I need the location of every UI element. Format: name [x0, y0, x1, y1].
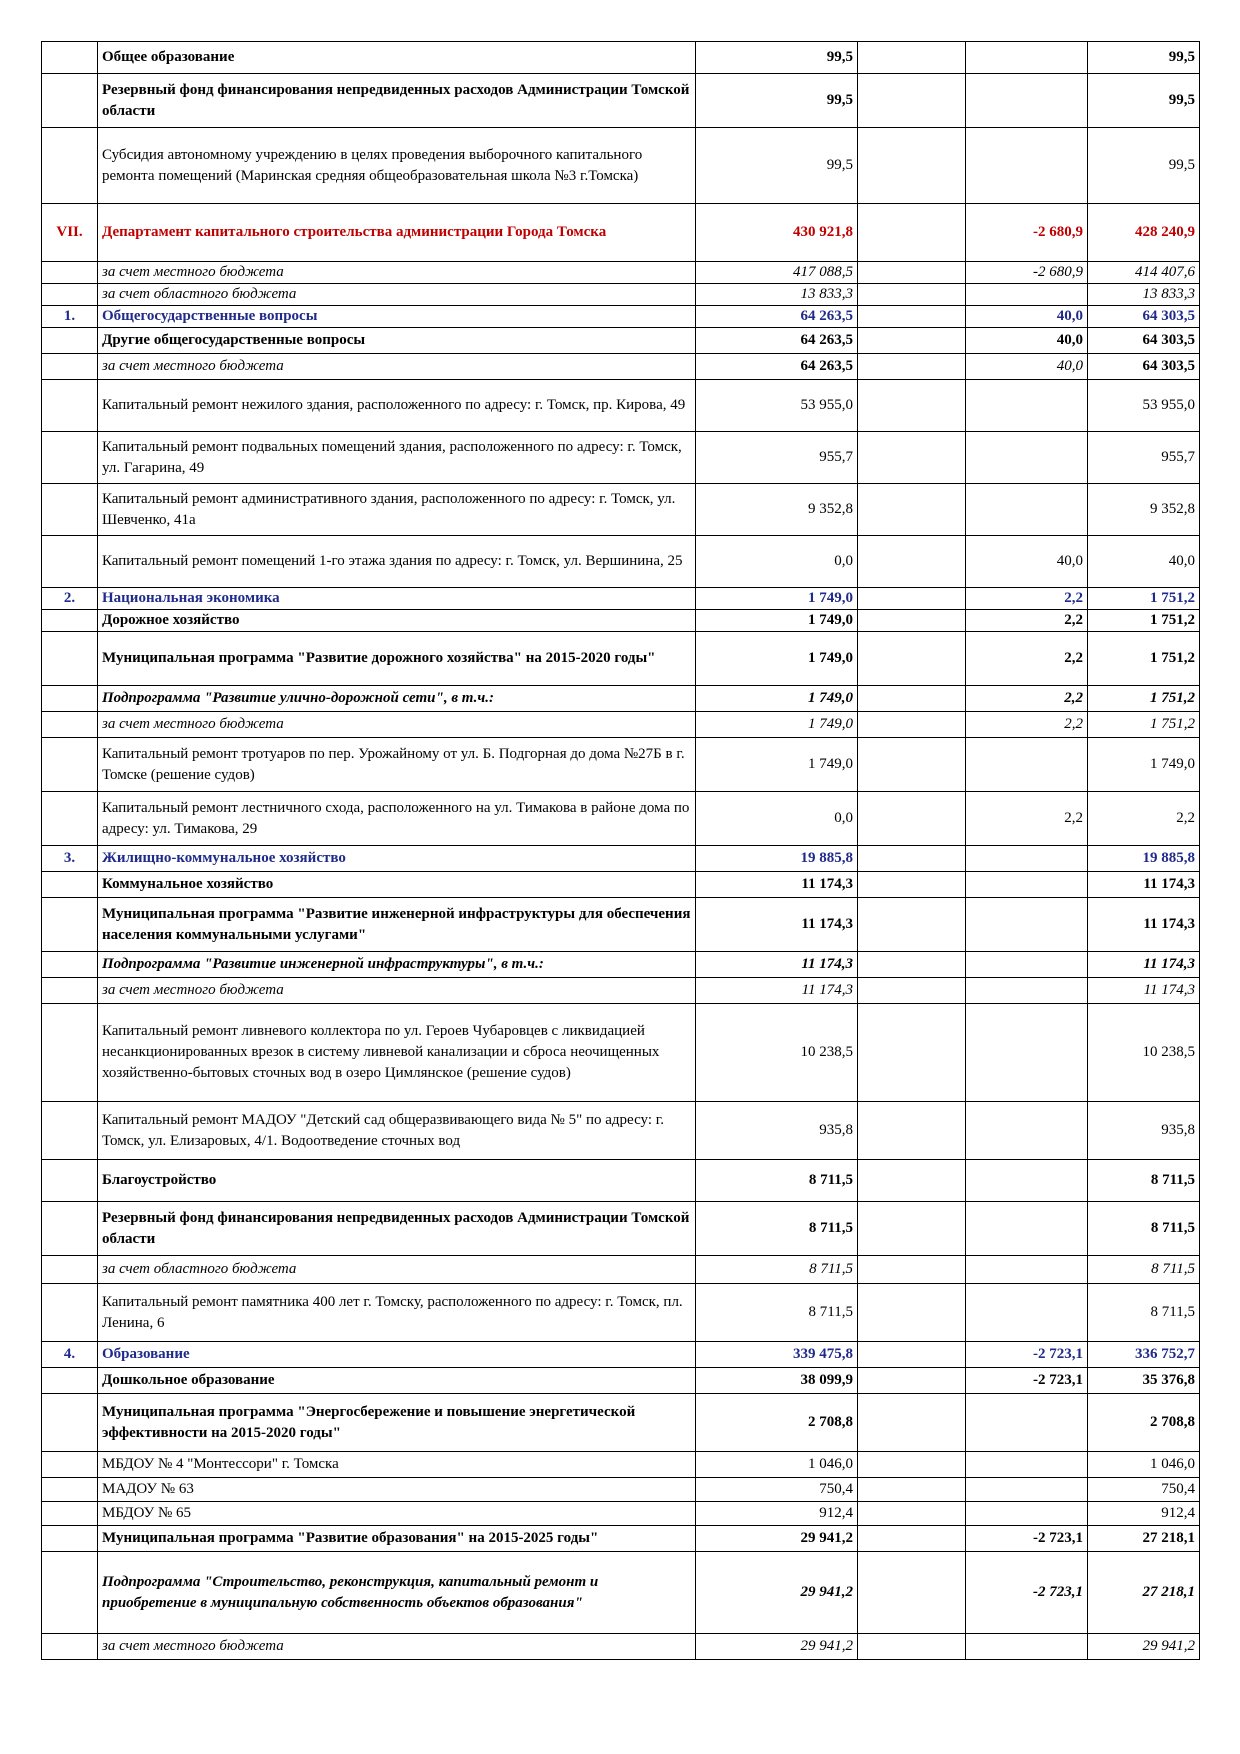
amount-cell-empty: [858, 1256, 966, 1284]
amount-cell-empty: [858, 204, 966, 262]
row-name-cell: Подпрограмма "Строительство, реконструкция, капитальный ремонт и приобретение в муниципальную собственность объектов образования": [98, 1552, 696, 1634]
amount-cell-empty: [858, 306, 966, 328]
total-cell: 8 711,5: [1088, 1284, 1200, 1342]
row-name-cell: Другие общегосударственные вопросы: [98, 328, 696, 354]
amount-cell: 1 749,0: [696, 686, 858, 712]
total-cell: 935,8: [1088, 1102, 1200, 1160]
amount-cell-empty: [858, 1452, 966, 1478]
amount-cell: 8 711,5: [696, 1284, 858, 1342]
row-number-cell: [42, 1102, 98, 1160]
amount-cell-empty: [858, 1552, 966, 1634]
amount-cell: 10 238,5: [696, 1004, 858, 1102]
amount-cell-empty: [858, 792, 966, 846]
total-cell: 27 218,1: [1088, 1526, 1200, 1552]
row-number-cell: [42, 792, 98, 846]
table-row: [42, 632, 1200, 686]
amount-cell-empty: [858, 1342, 966, 1368]
total-cell: 40,0: [1088, 536, 1200, 588]
row-number-cell: [42, 380, 98, 432]
row-name-cell: Резервный фонд финансирования непредвиденных расходов Администрации Томской области: [98, 74, 696, 128]
row-number-cell: [42, 536, 98, 588]
total-cell: 27 218,1: [1088, 1552, 1200, 1634]
table-row: [42, 1102, 1200, 1160]
row-name-cell: Капитальный ремонт памятника 400 лет г. Томску, расположенного по адресу: г. Томск, пл. Ленина, 6: [98, 1284, 696, 1342]
row-number-cell: 1.: [42, 306, 98, 328]
change-cell: 40,0: [966, 536, 1088, 588]
row-name-cell: Муниципальная программа "Энергосбережение и повышение энергетической эффективности на 2015-2020 годы": [98, 1394, 696, 1452]
amount-cell: 29 941,2: [696, 1526, 858, 1552]
change-cell: [966, 1284, 1088, 1342]
amount-cell-empty: [858, 432, 966, 484]
table-row: [42, 952, 1200, 978]
row-number-cell: [42, 1256, 98, 1284]
change-cell: [966, 952, 1088, 978]
total-cell: 10 238,5: [1088, 1004, 1200, 1102]
amount-cell-empty: [858, 1478, 966, 1502]
row-number-cell: [42, 1552, 98, 1634]
row-name-cell: Образование: [98, 1342, 696, 1368]
total-cell: 11 174,3: [1088, 898, 1200, 952]
change-cell: [966, 42, 1088, 74]
row-number-cell: 3.: [42, 846, 98, 872]
budget-table: [41, 41, 1200, 1660]
total-cell: 336 752,7: [1088, 1342, 1200, 1368]
total-cell: 99,5: [1088, 128, 1200, 204]
change-cell: [966, 846, 1088, 872]
row-number-cell: [42, 978, 98, 1004]
row-name-cell: Общее образование: [98, 42, 696, 74]
row-number-cell: [42, 952, 98, 978]
row-number-cell: [42, 632, 98, 686]
amount-cell: 417 088,5: [696, 262, 858, 284]
change-cell: 2,2: [966, 792, 1088, 846]
table-row: [42, 1552, 1200, 1634]
change-cell: [966, 1452, 1088, 1478]
row-name-cell: за счет областного бюджета: [98, 1256, 696, 1284]
change-cell: [966, 1202, 1088, 1256]
amount-cell: 1 749,0: [696, 588, 858, 610]
change-cell: -2 680,9: [966, 204, 1088, 262]
total-cell: 8 711,5: [1088, 1256, 1200, 1284]
change-cell: [966, 74, 1088, 128]
amount-cell-empty: [858, 1202, 966, 1256]
table-row: [42, 846, 1200, 872]
change-cell: 2,2: [966, 632, 1088, 686]
total-cell: 750,4: [1088, 1478, 1200, 1502]
amount-cell: 64 263,5: [696, 306, 858, 328]
table-row: [42, 1526, 1200, 1552]
row-name-cell: Капитальный ремонт лестничного схода, расположенного на ул. Тимакова в районе дома по адресу: ул. Тимакова, 29: [98, 792, 696, 846]
total-cell: 8 711,5: [1088, 1202, 1200, 1256]
table-row: [42, 262, 1200, 284]
table-row: [42, 872, 1200, 898]
amount-cell-empty: [858, 1368, 966, 1394]
table-row: [42, 328, 1200, 354]
amount-cell: 339 475,8: [696, 1342, 858, 1368]
amount-cell-empty: [858, 536, 966, 588]
row-number-cell: [42, 1004, 98, 1102]
amount-cell-empty: [858, 1394, 966, 1452]
row-name-cell: Дорожное хозяйство: [98, 610, 696, 632]
amount-cell: 99,5: [696, 128, 858, 204]
change-cell: [966, 432, 1088, 484]
change-cell: 2,2: [966, 712, 1088, 738]
amount-cell-empty: [858, 1502, 966, 1526]
change-cell: [966, 898, 1088, 952]
table-row: [42, 536, 1200, 588]
amount-cell-empty: [858, 484, 966, 536]
change-cell: [966, 1478, 1088, 1502]
change-cell: -2 680,9: [966, 262, 1088, 284]
table-row: [42, 306, 1200, 328]
table-row: [42, 978, 1200, 1004]
change-cell: [966, 978, 1088, 1004]
amount-cell: 1 749,0: [696, 712, 858, 738]
amount-cell: 64 263,5: [696, 328, 858, 354]
amount-cell: 8 711,5: [696, 1256, 858, 1284]
amount-cell-empty: [858, 1526, 966, 1552]
row-name-cell: Общегосударственные вопросы: [98, 306, 696, 328]
table-row: [42, 1502, 1200, 1526]
row-number-cell: [42, 610, 98, 632]
row-name-cell: Департамент капитального строительства администрации Города Томска: [98, 204, 696, 262]
row-name-cell: Субсидия автономному учреждению в целях проведения выборочного капитального ремонта помещений (Маринская средняя общеобразовательная школа №3 г.Томска): [98, 128, 696, 204]
total-cell: 64 303,5: [1088, 354, 1200, 380]
row-number-cell: [42, 712, 98, 738]
row-name-cell: за счет местного бюджета: [98, 262, 696, 284]
amount-cell-empty: [858, 380, 966, 432]
amount-cell: 430 921,8: [696, 204, 858, 262]
row-number-cell: 2.: [42, 588, 98, 610]
amount-cell-empty: [858, 686, 966, 712]
row-name-cell: Капитальный ремонт ливневого коллектора по ул. Героев Чубаровцев с ликвидацией несанкционированных врезок в систему ливневой канализации и сброса неочищенных хозяйственно-бытовых сточных вод в озеро Цимлянское (решение судов): [98, 1004, 696, 1102]
row-number-cell: [42, 1452, 98, 1478]
amount-cell: 1 749,0: [696, 738, 858, 792]
amount-cell: 1 749,0: [696, 632, 858, 686]
change-cell: [966, 1102, 1088, 1160]
table-row: [42, 1160, 1200, 1202]
total-cell: 1 751,2: [1088, 632, 1200, 686]
row-number-cell: 4.: [42, 1342, 98, 1368]
total-cell: 1 751,2: [1088, 712, 1200, 738]
row-name-cell: Капитальный ремонт помещений 1-го этажа здания по адресу: г. Томск, ул. Вершинина, 25: [98, 536, 696, 588]
row-number-cell: [42, 262, 98, 284]
table-row: [42, 1478, 1200, 1502]
total-cell: 19 885,8: [1088, 846, 1200, 872]
row-number-cell: [42, 284, 98, 306]
table-row: [42, 74, 1200, 128]
change-cell: [966, 284, 1088, 306]
change-cell: [966, 738, 1088, 792]
change-cell: 40,0: [966, 328, 1088, 354]
amount-cell-empty: [858, 632, 966, 686]
row-name-cell: Подпрограмма "Развитие улично-дорожной сети", в т.ч.:: [98, 686, 696, 712]
change-cell: -2 723,1: [966, 1526, 1088, 1552]
table-row: [42, 686, 1200, 712]
amount-cell-empty: [858, 872, 966, 898]
change-cell: -2 723,1: [966, 1552, 1088, 1634]
table-row: [42, 128, 1200, 204]
table-row: [42, 1256, 1200, 1284]
amount-cell-empty: [858, 1284, 966, 1342]
total-cell: 64 303,5: [1088, 328, 1200, 354]
row-name-cell: Благоустройство: [98, 1160, 696, 1202]
row-name-cell: Муниципальная программа "Развитие инженерной инфраструктуры для обеспечения населения коммунальными услугами": [98, 898, 696, 952]
total-cell: 2 708,8: [1088, 1394, 1200, 1452]
row-name-cell: Коммунальное хозяйство: [98, 872, 696, 898]
total-cell: 955,7: [1088, 432, 1200, 484]
total-cell: 1 749,0: [1088, 738, 1200, 792]
amount-cell: 8 711,5: [696, 1160, 858, 1202]
change-cell: 40,0: [966, 306, 1088, 328]
table-row: [42, 380, 1200, 432]
row-number-cell: [42, 1368, 98, 1394]
amount-cell: 0,0: [696, 536, 858, 588]
row-name-cell: Резервный фонд финансирования непредвиденных расходов Администрации Томской области: [98, 1202, 696, 1256]
row-number-cell: [42, 686, 98, 712]
row-number-cell: [42, 898, 98, 952]
total-cell: 13 833,3: [1088, 284, 1200, 306]
amount-cell-empty: [858, 284, 966, 306]
row-number-cell: [42, 484, 98, 536]
row-number-cell: [42, 1202, 98, 1256]
table-row: [42, 1342, 1200, 1368]
table-row: [42, 432, 1200, 484]
amount-cell-empty: [858, 1004, 966, 1102]
table-row: [42, 484, 1200, 536]
amount-cell: 0,0: [696, 792, 858, 846]
amount-cell: 29 941,2: [696, 1552, 858, 1634]
total-cell: 99,5: [1088, 42, 1200, 74]
row-name-cell: за счет областного бюджета: [98, 284, 696, 306]
total-cell: 11 174,3: [1088, 978, 1200, 1004]
total-cell: 9 352,8: [1088, 484, 1200, 536]
row-name-cell: Капитальный ремонт нежилого здания, расположенного по адресу: г. Томск, пр. Кирова, 49: [98, 380, 696, 432]
amount-cell: 935,8: [696, 1102, 858, 1160]
table-row: [42, 42, 1200, 74]
row-name-cell: Капитальный ремонт МАДОУ "Детский сад общеразвивающего вида № 5" по адресу: г. Томск, ул. Елизаровых, 4/1. Водоотведение сточных вод: [98, 1102, 696, 1160]
table-row: [42, 792, 1200, 846]
amount-cell: 955,7: [696, 432, 858, 484]
total-cell: 8 711,5: [1088, 1160, 1200, 1202]
row-number-cell: [42, 1526, 98, 1552]
row-number-cell: [42, 872, 98, 898]
amount-cell-empty: [858, 898, 966, 952]
change-cell: [966, 380, 1088, 432]
row-name-cell: Дошкольное образование: [98, 1368, 696, 1394]
amount-cell: 8 711,5: [696, 1202, 858, 1256]
change-cell: 2,2: [966, 686, 1088, 712]
total-cell: 428 240,9: [1088, 204, 1200, 262]
amount-cell-empty: [858, 610, 966, 632]
row-number-cell: [42, 74, 98, 128]
amount-cell-empty: [858, 262, 966, 284]
amount-cell-empty: [858, 978, 966, 1004]
table-row: [42, 354, 1200, 380]
total-cell: 11 174,3: [1088, 872, 1200, 898]
amount-cell-empty: [858, 74, 966, 128]
budget-table-body: [42, 42, 1200, 1660]
total-cell: 64 303,5: [1088, 306, 1200, 328]
row-number-cell: [42, 1160, 98, 1202]
table-row: [42, 1634, 1200, 1660]
amount-cell: 1 749,0: [696, 610, 858, 632]
amount-cell: 53 955,0: [696, 380, 858, 432]
table-row: [42, 610, 1200, 632]
row-name-cell: за счет местного бюджета: [98, 712, 696, 738]
row-name-cell: МБДОУ № 4 "Монтессори" г. Томска: [98, 1452, 696, 1478]
change-cell: [966, 1394, 1088, 1452]
row-name-cell: Муниципальная программа "Развитие образования" на 2015-2025 годы": [98, 1526, 696, 1552]
table-row: [42, 588, 1200, 610]
table-row: [42, 898, 1200, 952]
amount-cell-empty: [858, 588, 966, 610]
amount-cell: 11 174,3: [696, 872, 858, 898]
row-number-cell: [42, 1502, 98, 1526]
amount-cell-empty: [858, 42, 966, 74]
change-cell: [966, 1256, 1088, 1284]
row-number-cell: [42, 1284, 98, 1342]
total-cell: 11 174,3: [1088, 952, 1200, 978]
row-name-cell: за счет местного бюджета: [98, 354, 696, 380]
amount-cell: 64 263,5: [696, 354, 858, 380]
row-number-cell: [42, 1478, 98, 1502]
row-name-cell: Капитальный ремонт административного здания, расположенного по адресу: г. Томск, ул. Шевченко, 41а: [98, 484, 696, 536]
total-cell: 99,5: [1088, 74, 1200, 128]
row-number-cell: [42, 42, 98, 74]
total-cell: 912,4: [1088, 1502, 1200, 1526]
row-name-cell: за счет местного бюджета: [98, 978, 696, 1004]
amount-cell: 19 885,8: [696, 846, 858, 872]
amount-cell: 29 941,2: [696, 1634, 858, 1660]
row-number-cell: VII.: [42, 204, 98, 262]
row-number-cell: [42, 354, 98, 380]
table-row: [42, 284, 1200, 306]
table-row: [42, 712, 1200, 738]
amount-cell-empty: [858, 1634, 966, 1660]
amount-cell: 13 833,3: [696, 284, 858, 306]
change-cell: 2,2: [966, 610, 1088, 632]
amount-cell-empty: [858, 712, 966, 738]
change-cell: [966, 1160, 1088, 1202]
table-row: [42, 1004, 1200, 1102]
row-name-cell: Муниципальная программа "Развитие дорожного хозяйства" на 2015-2020 годы": [98, 632, 696, 686]
change-cell: 40,0: [966, 354, 1088, 380]
amount-cell: 11 174,3: [696, 952, 858, 978]
change-cell: [966, 1004, 1088, 1102]
amount-cell-empty: [858, 1102, 966, 1160]
amount-cell: 750,4: [696, 1478, 858, 1502]
amount-cell: 1 046,0: [696, 1452, 858, 1478]
amount-cell: 11 174,3: [696, 898, 858, 952]
row-name-cell: Жилищно-коммунальное хозяйство: [98, 846, 696, 872]
change-cell: [966, 484, 1088, 536]
amount-cell-empty: [858, 738, 966, 792]
amount-cell: 99,5: [696, 74, 858, 128]
amount-cell-empty: [858, 128, 966, 204]
row-number-cell: [42, 432, 98, 484]
row-number-cell: [42, 1634, 98, 1660]
total-cell: 1 751,2: [1088, 686, 1200, 712]
row-name-cell: за счет местного бюджета: [98, 1634, 696, 1660]
total-cell: 1 751,2: [1088, 610, 1200, 632]
table-row: [42, 1284, 1200, 1342]
row-name-cell: Капитальный ремонт тротуаров по пер. Урожайному от ул. Б. Подгорная до дома №27Б в г. Томске (решение судов): [98, 738, 696, 792]
total-cell: 1 751,2: [1088, 588, 1200, 610]
amount-cell: 2 708,8: [696, 1394, 858, 1452]
total-cell: 414 407,6: [1088, 262, 1200, 284]
amount-cell-empty: [858, 952, 966, 978]
row-name-cell: Капитальный ремонт подвальных помещений здания, расположенного по адресу: г. Томск, ул. Гагарина, 49: [98, 432, 696, 484]
table-row: [42, 1368, 1200, 1394]
amount-cell-empty: [858, 1160, 966, 1202]
change-cell: [966, 1502, 1088, 1526]
row-number-cell: [42, 128, 98, 204]
change-cell: -2 723,1: [966, 1368, 1088, 1394]
row-name-cell: МБДОУ № 65: [98, 1502, 696, 1526]
total-cell: 1 046,0: [1088, 1452, 1200, 1478]
table-row: [42, 1394, 1200, 1452]
change-cell: [966, 128, 1088, 204]
row-number-cell: [42, 1394, 98, 1452]
amount-cell: 912,4: [696, 1502, 858, 1526]
row-number-cell: [42, 328, 98, 354]
row-number-cell: [42, 738, 98, 792]
amount-cell: 38 099,9: [696, 1368, 858, 1394]
amount-cell: 99,5: [696, 42, 858, 74]
total-cell: 35 376,8: [1088, 1368, 1200, 1394]
row-name-cell: Национальная экономика: [98, 588, 696, 610]
amount-cell-empty: [858, 846, 966, 872]
row-name-cell: МАДОУ № 63: [98, 1478, 696, 1502]
table-row: [42, 204, 1200, 262]
row-name-cell: Подпрограмма "Развитие инженерной инфраструктуры", в т.ч.:: [98, 952, 696, 978]
table-row: [42, 1452, 1200, 1478]
table-row: [42, 738, 1200, 792]
amount-cell: 11 174,3: [696, 978, 858, 1004]
total-cell: 53 955,0: [1088, 380, 1200, 432]
total-cell: 2,2: [1088, 792, 1200, 846]
total-cell: 29 941,2: [1088, 1634, 1200, 1660]
table-row: [42, 1202, 1200, 1256]
amount-cell-empty: [858, 354, 966, 380]
amount-cell-empty: [858, 328, 966, 354]
amount-cell: 9 352,8: [696, 484, 858, 536]
change-cell: -2 723,1: [966, 1342, 1088, 1368]
change-cell: 2,2: [966, 588, 1088, 610]
change-cell: [966, 872, 1088, 898]
change-cell: [966, 1634, 1088, 1660]
